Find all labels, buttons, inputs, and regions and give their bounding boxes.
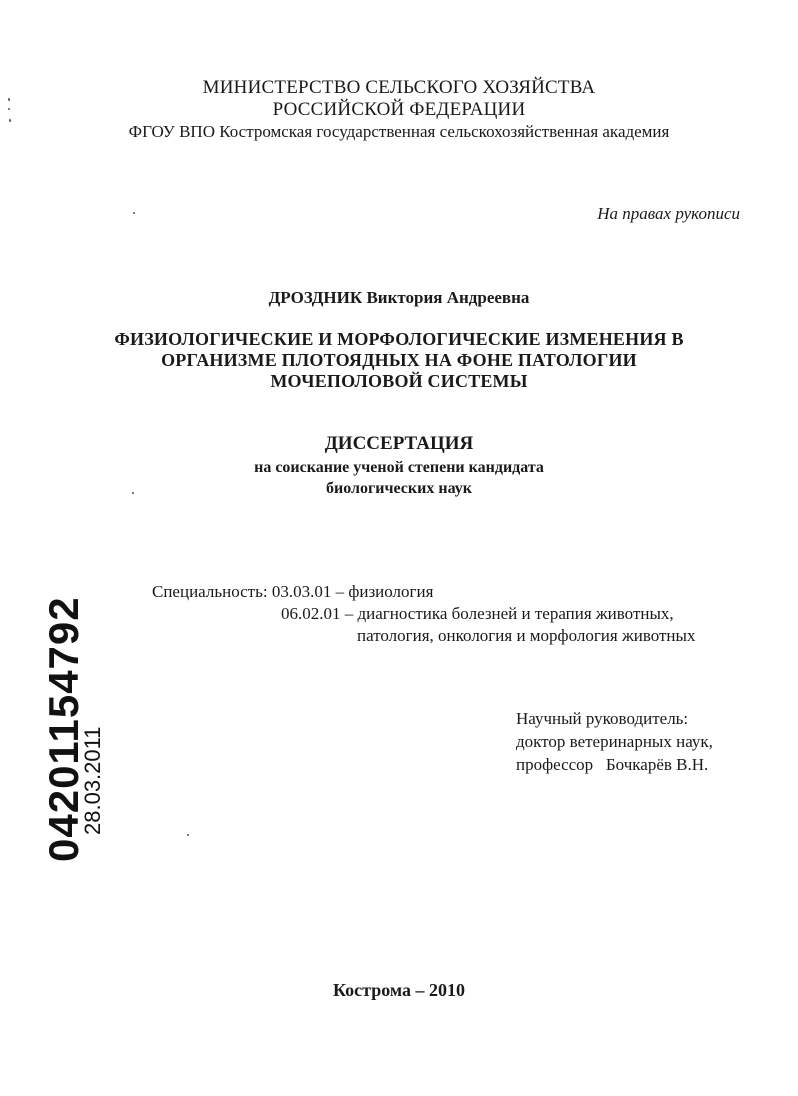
library-barcode-number: 04201154792 (40, 596, 87, 862)
author-name: ДРОЗДНИК Виктория Андреевна (268, 288, 530, 307)
scan-speck (8, 98, 10, 101)
ministry-line-2: РОССИЙСКОЙ ФЕДЕРАЦИИ (272, 99, 526, 120)
ministry-line-1: МИНИСТЕРСТВО СЕЛЬСКОГО ХОЗЯЙСТВА (202, 77, 596, 98)
scan-speck (187, 834, 189, 836)
manuscript-note: На правах рукописи (597, 204, 740, 223)
advisor-label: Научный руководитель: (516, 709, 689, 728)
dissertation-field-line: биологических наук (326, 480, 472, 497)
scan-speck (132, 492, 134, 494)
thesis-title-line-1: ФИЗИОЛОГИЧЕСКИЕ И МОРФОЛОГИЧЕСКИЕ ИЗМЕНЕНИЯ В (114, 329, 684, 349)
city-year: Кострома – 2010 (332, 980, 465, 1000)
scan-speck (133, 212, 135, 214)
library-stamp-date: 28.03.2011 (80, 726, 105, 835)
advisor-degree: доктор ветеринарных наук, (516, 732, 713, 751)
advisor-name: профессор Бочкарёв В.Н. (516, 755, 709, 774)
thesis-title-line-3: МОЧЕПОЛОВОЙ СИСТЕМЫ (270, 371, 528, 391)
academy-name: ФГОУ ВПО Костромская государственная сельскохозяйственная академия (128, 122, 670, 141)
dissertation-degree-line: на соискание ученой степени кандидата (254, 459, 544, 476)
specialty-line-3: патология, онкология и морфология животных (357, 626, 696, 645)
dissertation-heading: ДИССЕРТАЦИЯ (324, 433, 474, 454)
specialty-line-1: Специальность: 03.03.01 – физиология (152, 582, 434, 601)
specialty-line-2: 06.02.01 – диагностика болезней и терапия животных, (281, 604, 674, 623)
thesis-title-line-2: ОРГАНИЗМЕ ПЛОТОЯДНЫХ НА ФОНЕ ПАТОЛОГИИ (161, 350, 637, 370)
scan-speck (9, 119, 11, 122)
scan-speck (8, 108, 10, 110)
